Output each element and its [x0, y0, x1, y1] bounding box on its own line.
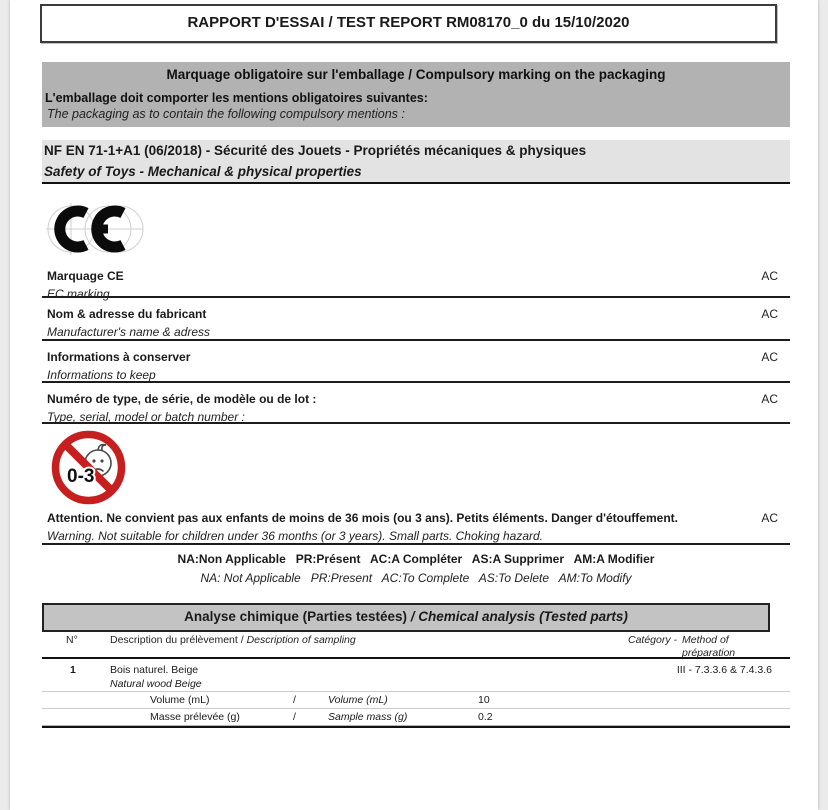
- measure-value: 10: [478, 694, 490, 706]
- col-category: Catégory -: [628, 634, 678, 646]
- col-method-line2: préparation: [682, 647, 736, 659]
- row-label-fr: Attention. Ne convient pas aux enfants de moins de 36 mois (ou 3 ans). Petits éléments. Danger d'étouffement.: [47, 511, 678, 525]
- status-code: AC: [761, 307, 778, 321]
- col-number: N°: [66, 634, 78, 646]
- age-warning-0-3-icon: [50, 429, 127, 506]
- row-label-fr: Numéro de type, de série, de modèle ou de lot :: [47, 392, 317, 406]
- chem-title-fr: Analyse chimique (Parties testées): [184, 609, 411, 624]
- marking-section-title: Marquage obligatoire sur l'emballage / Compulsory marking on the packaging: [166, 67, 666, 82]
- legend-codes-fr: NA:Non Applicable PR:Présent AC:A Compléter AS:A Supprimer AM:A Modifier: [177, 552, 655, 566]
- chem-title-sep: /: [410, 609, 419, 624]
- row-label-fr: Marquage CE: [47, 269, 124, 283]
- col-description-en: Description of sampling: [246, 634, 356, 646]
- status-code: AC: [761, 350, 778, 364]
- standard-title-fr: NF EN 71-1+A1 (06/2018) - Sécurité des Jouets - Propriétés mécaniques & physiques: [44, 143, 587, 158]
- age-warning-label: 0-3: [67, 466, 95, 487]
- chemical-table-header: [42, 633, 790, 657]
- measure-separator: /: [293, 694, 296, 706]
- measure-label-en: Volume (mL): [328, 694, 388, 706]
- measurement-row-mass: [42, 708, 790, 726]
- status-code: AC: [761, 511, 778, 525]
- status-code: AC: [761, 269, 778, 283]
- measure-label-fr: Volume (mL): [150, 694, 210, 706]
- row-label-en: Informations to keep: [47, 368, 156, 382]
- standard-title-en: Safety of Toys - Mechanical & physical properties: [44, 164, 362, 179]
- col-description: [110, 634, 356, 646]
- col-method-line1: Method of: [682, 634, 729, 646]
- measure-value: 0.2: [478, 711, 493, 723]
- row-label-en: Warning. Not suitable for children under 36 months (or 3 years). Small parts. Choking hazard.: [47, 529, 544, 543]
- table-bottom-rule: [42, 726, 790, 728]
- measure-label-fr: Masse prélevée (g): [150, 711, 240, 723]
- marking-row-batch-number: [42, 389, 790, 424]
- report-page: [10, 0, 818, 810]
- sample-category-method: III - 7.3.3.6 & 7.4.3.6: [676, 664, 772, 676]
- row-label-en: Type, serial, model or batch number :: [47, 410, 245, 424]
- marking-section-header-block: [42, 62, 790, 127]
- measurement-row-volume: [42, 691, 790, 708]
- sample-description-fr: Bois naturel. Beige: [110, 664, 199, 676]
- marking-row-manufacturer: [42, 304, 790, 341]
- row-label-fr: Nom & adresse du fabricant: [47, 307, 207, 321]
- marking-row-informations: [42, 347, 790, 383]
- report-title: RAPPORT D'ESSAI / TEST REPORT RM08170_0 du 15/10/2020: [40, 4, 777, 43]
- measure-label-en: Sample mass (g): [328, 711, 408, 723]
- status-code: AC: [761, 392, 778, 406]
- legend-codes-en: NA: Not Applicable PR:Present AC:To Complete AS:To Delete AM:To Modify: [200, 571, 632, 585]
- marking-intro-en: The packaging as to contain the following compulsory mentions :: [47, 107, 405, 121]
- chem-title-en: Chemical analysis (Tested parts): [418, 609, 628, 624]
- col-description-fr: Description du prélèvement /: [110, 634, 247, 646]
- marking-row-ce: [42, 266, 790, 301]
- marking-row-attention: [42, 508, 790, 545]
- marking-intro-fr: L'emballage doit comporter les mentions obligatoires suivantes:: [45, 91, 428, 105]
- chemical-analysis-header: [42, 603, 770, 632]
- sample-description-en: Natural wood Beige: [110, 678, 202, 690]
- ce-marking-icon: [44, 197, 144, 262]
- measure-separator: /: [293, 711, 296, 723]
- table-header-rule: [42, 657, 790, 659]
- sample-number: 1: [70, 664, 76, 676]
- row-label-en: Manufacturer's name & adress: [47, 325, 211, 339]
- standard-section-header: [42, 140, 790, 184]
- row-label-fr: Informations à conserver: [47, 350, 191, 364]
- row-label-en: EC marking: [47, 287, 110, 301]
